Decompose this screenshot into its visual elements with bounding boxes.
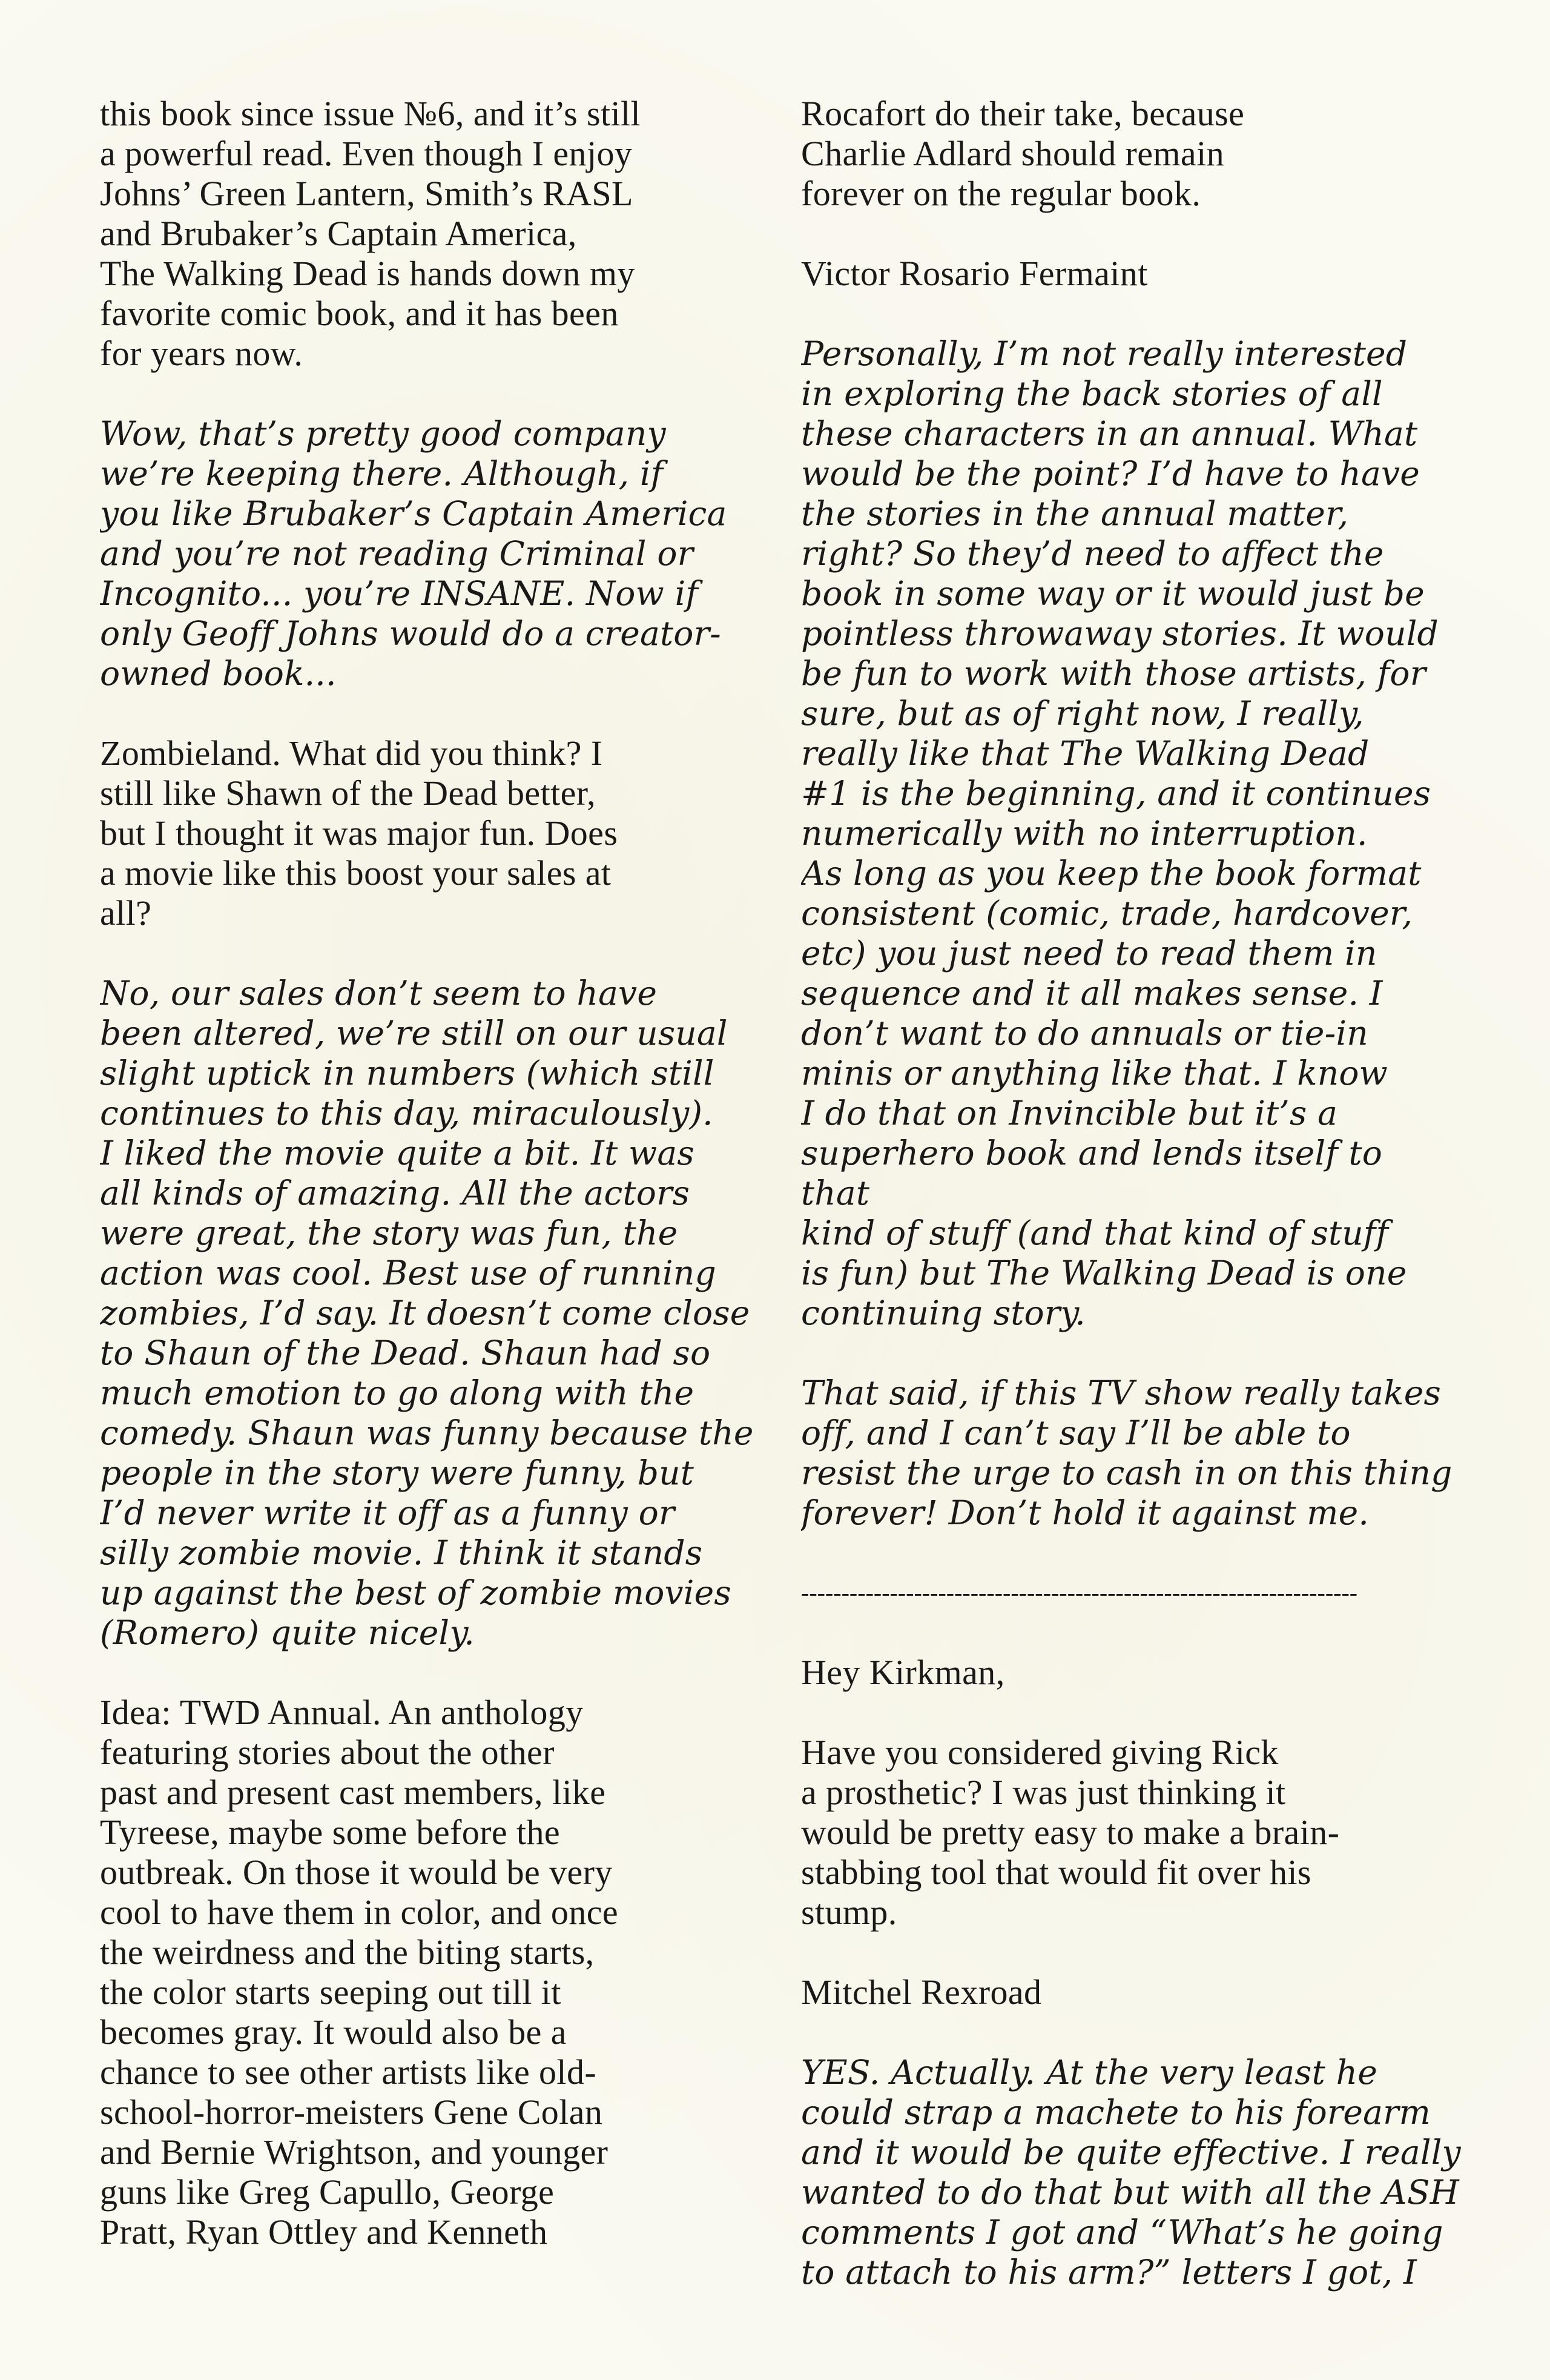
letter-paragraph: Zombieland. What did you think? I still like Shawn of the Dead better, but I thought it was major fun. Does a movie like this boost your sales at all? [100,733,618,933]
right-column [801,94,1461,2335]
reply-paragraph: That said, if this TV show really takes off, and I can’t say I’ll be able to resist the urge to cash in on this thing forever! Don’t hold it against me. [801,1373,1453,1532]
letter-signature: Mitchel Rexroad [801,1972,1042,2012]
letter-paragraph: Rocafort do their take, because Charlie Adlard should remain forever on the regular book. [801,94,1245,213]
section-divider: --------------------------------------------------------------------- [801,1579,1358,1606]
reply-paragraph: No, our sales don’t seem to have been altered, we’re still on our usual slight uptick in numbers (which still continues to this day, miraculously). I liked the movie quite a bit. It was all kinds of amazing. All the actors were great, the story was fun, the action was cool. Best use of running zombies, I’d say. It doesn’t come close to Shaun of the Dead. Shaun had so much emotion to go along with the comedy. Shaun was funny because the people in the story were funny, but I’d never write it off as a funny or silly zombie movie. I think it stands up against the best of zombie movies (Romero) quite nicely. [100,974,754,1652]
reply-paragraph: YES. Actually. At the very least he could strap a machete to his forearm and it would be quite effective. I really wanted to do that but with all the ASH comments I got and “What’s he going to attach to his arm?” letters I got, I [801,2053,1461,2292]
letter-paragraph: this book since issue №6, and it’s still a powerful read. Even though I enjoy Johns’ Green Lantern, Smith’s RASL and Brubaker’s Captain America, The Walking Dead is hands down my favorite comic book, and it has been for years now. [100,94,641,373]
reply-paragraph: Wow, that’s pretty good company we’re keeping there. Although, if you like Brubaker’s Captain America and you’re not reading Criminal or Incognito... you’re INSANE. Now if only Geoff Johns would do a creator- owned book... [100,414,727,693]
left-column [100,94,760,2335]
reply-paragraph: Personally, I’m not really interested in exploring the back stories of all these characters in an annual. What would be the point? I’d have to have the stories in the annual matter, right? So they’d need to affect the book in some way or it would just be pointless throwaway stories. It would be fun to work with those artists, for sure, but as of right now, I really, really like that The Walking Dead #1 is the beginning, and it continues numerically with no interruption. As long as you keep the book format consistent (comic, trade, hardcover, etc) you just need to read them in sequence and it all makes sense. I don’t want to do annuals or tie-in minis or anything like that. I know I do that on Invincible but it’s a superhero book and lends itself to that kind of stuff (and that kind of stuff is fun) but The Walking Dead is one continuing story. [801,334,1439,1332]
letter-paragraph: Idea: TWD Annual. An anthology featuring stories about the other past and present cast members, like Tyreese, maybe some before the outbreak. On those it would be very cool to have them in color, and once the weirdness and the biting starts, the color starts seeping out till it becomes gray. It would also be a chance to see other artists like old- school-horror-meisters Gene Colan and Bernie Wrightson, and younger guns like Greg Capullo, George Pratt, Ryan Ottley and Kenneth [100,1693,619,2252]
letter-paragraph: Have you considered giving Rick a prosthetic? I was just thinking it would be pretty easy to make a brain- stabbing tool that would fit over his stump. [801,1733,1340,1932]
letter-greeting: Hey Kirkman, [801,1653,1005,1692]
letter-signature: Victor Rosario Fermaint [801,254,1148,293]
